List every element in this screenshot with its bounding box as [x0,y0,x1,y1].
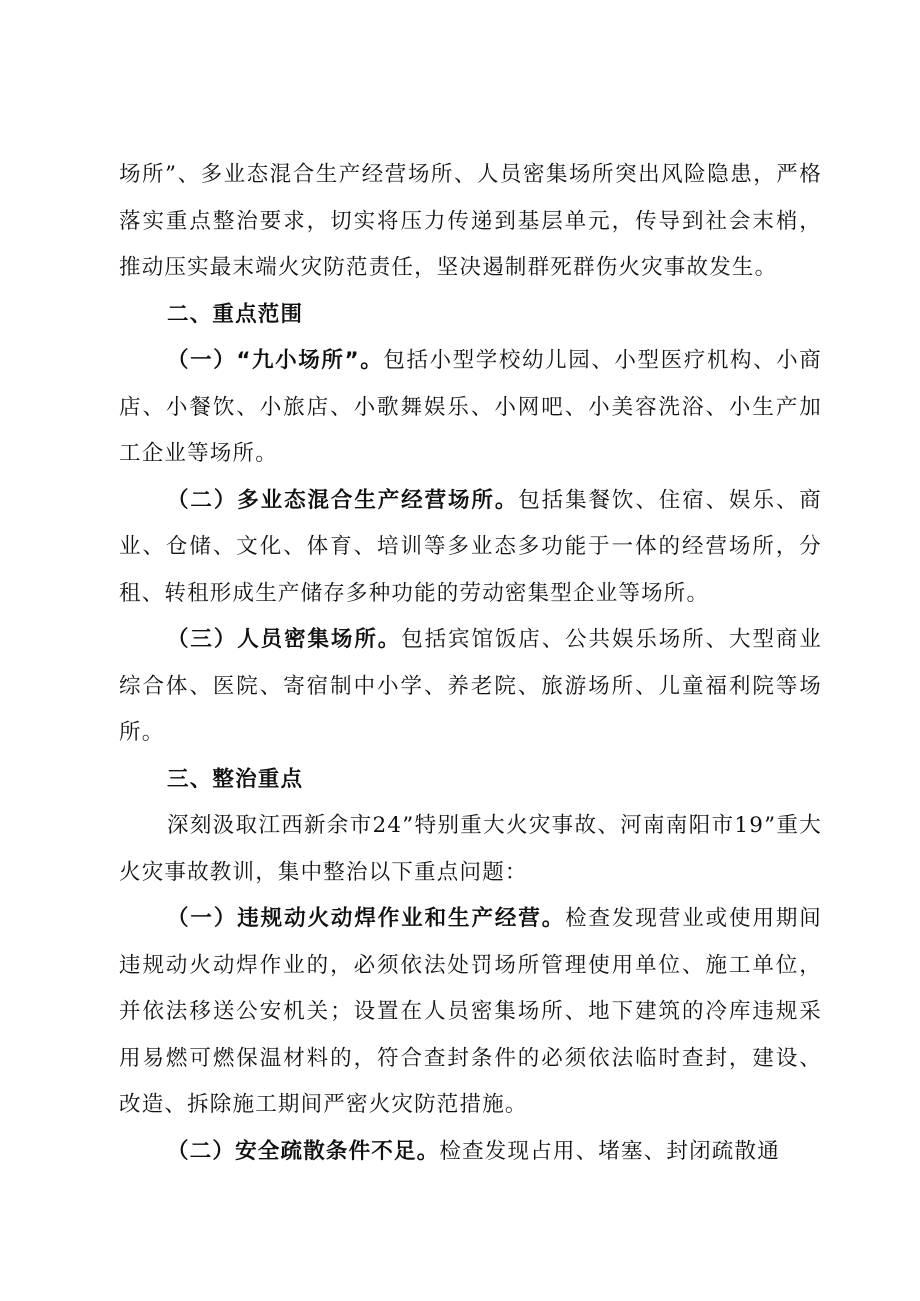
item-body: 检查发现占用、堵塞、封闭疏散通 [439,1138,780,1164]
item-body: 包括宾馆饭店、公共娱乐场所、大型商业综合体、医院、寄宿制中小学、养老院、旅游场所、儿童福利院等场所。 [119,627,822,745]
item-lead: （二）安全疏散条件不足。 [167,1138,440,1164]
item-lead: （一）违规动火动焊作业和生产经营。 [167,906,566,931]
scope-item-crowded-venues [119,617,822,757]
item-lead: （二）多业态混合生产经营场所。 [167,487,519,513]
item-lead: （三）人员密集场所。 [167,627,402,652]
item-lead: （一）“九小场所”。 [167,348,384,373]
intro-paragraph: 场所”、多业态混合生产经营场所、人员密集场所突出风险隐患，严格落实重点整治要求，切实将压力传递到基层单元，传导到社会末梢，推动压实最末端火灾防范责任，坚决遏制群死群伤火灾事故发生。 [119,162,822,280]
scope-item-nine-small-venues [119,338,822,478]
document-page [119,152,822,1175]
item-body: 包括小型学校幼儿园、小型医疗机构、小商店、小餐饮、小旅店、小歌舞娱乐、小网吧、小美容洗浴、小生产加工企业等场所。 [119,348,822,466]
section-heading-key-scope: 二、重点范围 [167,301,304,327]
item-body: 包括集餐饮、住宿、娱乐、商业、仓储、文化、体育、培训等多业态多功能于一体的经营场所，分租、转租形成生产储存多种功能的劳动密集型企业等场所。 [119,487,822,606]
item-body: 检查发现营业或使用期间违规动火动焊作业的，必须依法处罚场所管理使用单位、施工单位，并依法移送公安机关；设置在人员密集场所、地下建筑的冷库违规采用易燃可燃保温材料的，符合查封条件的必须依法临时查封，建设、改造、拆除施工期间严密火灾防范措施。 [119,906,823,1117]
rectification-intro-paragraph: 深刻汲取江西新余市24”特别重大火灾事故、河南南阳市19”重大火灾事故教训，集中整治以下重点问题： [119,813,822,885]
section-heading-rectification-focus: 三、整治重点 [167,766,304,792]
scope-item-mixed-use-venues [119,478,822,618]
focus-item-evacuation-conditions [119,1129,822,1176]
focus-item-illegal-hot-work [119,896,822,1129]
